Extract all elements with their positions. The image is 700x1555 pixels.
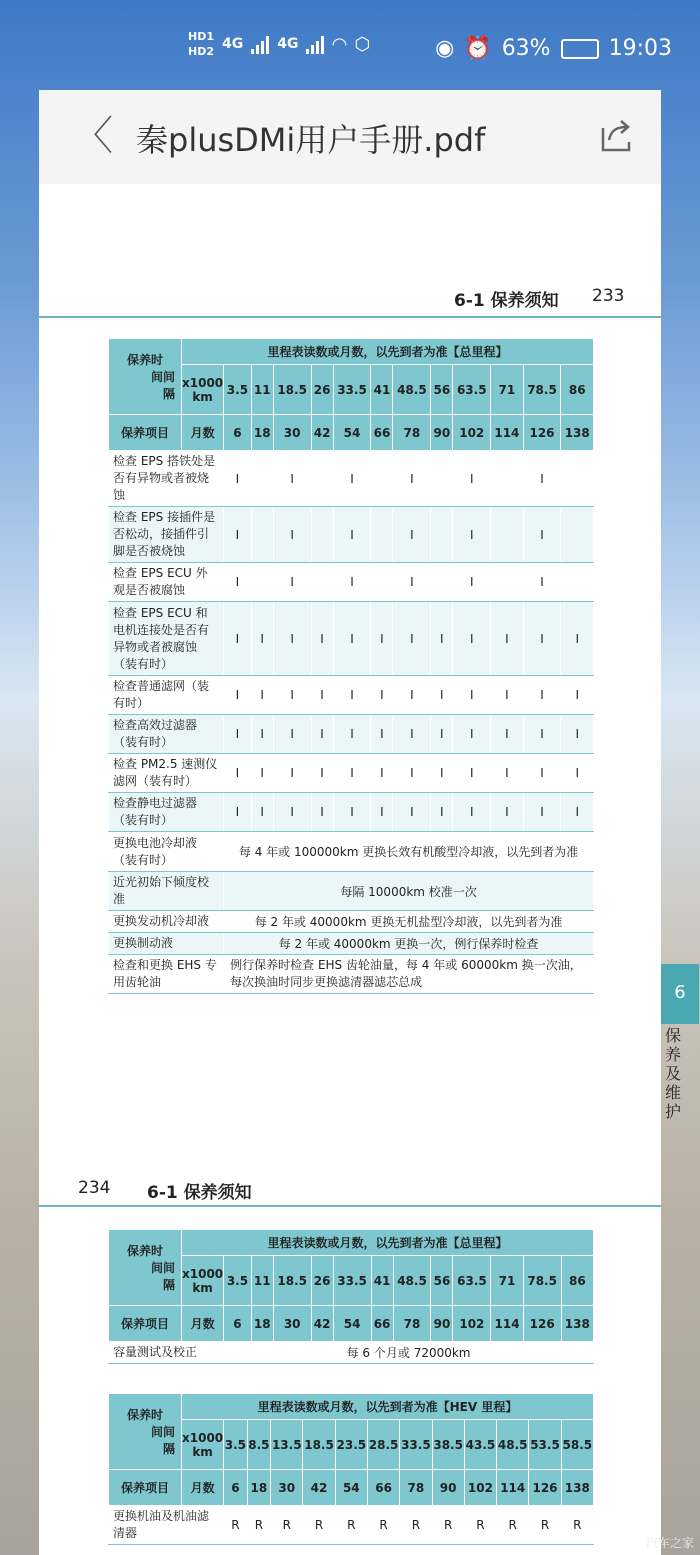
maintenance-table-2: [108, 1229, 594, 1364]
schedule-cell: I: [561, 715, 594, 754]
schedule-cell: I: [224, 676, 252, 715]
schedule-cell: I: [371, 602, 393, 676]
month-value: 114: [491, 415, 523, 451]
km-value: 48.5: [393, 365, 431, 415]
schedule-cell: [561, 563, 594, 602]
section-title: 6-1 保养须知: [147, 1183, 252, 1203]
table-row: [109, 1506, 594, 1545]
month-value: 30: [271, 1470, 303, 1506]
battery-icon: [561, 39, 599, 59]
schedule-cell: [561, 507, 594, 563]
share-icon[interactable]: [597, 116, 635, 154]
month-value: 138: [561, 415, 594, 451]
schedule-text: 每 4 年或 100000km 更换长效有机酸型冷却液，以先到者为准: [224, 832, 594, 872]
schedule-text: 每 2 年或 40000km 更换一次，例行保养时检查: [224, 933, 594, 955]
schedule-cell: I: [453, 563, 491, 602]
schedule-cell: [561, 451, 594, 507]
schedule-cell: I: [523, 793, 561, 832]
km-value: 26: [311, 1256, 333, 1306]
schedule-cell: I: [371, 676, 393, 715]
schedule-cell: [251, 563, 273, 602]
schedule-cell: R: [497, 1506, 529, 1545]
interval-label-3: 隔: [162, 1442, 175, 1456]
wifi-icon: ◠: [332, 33, 347, 55]
months-label: 月数: [182, 1306, 224, 1342]
months-label: 月数: [182, 415, 224, 451]
km-value: 86: [561, 1256, 593, 1306]
item-name: 检查普通滤网（装有时）: [109, 676, 224, 715]
schedule-cell: I: [224, 507, 252, 563]
network-label-1: 4G: [222, 36, 244, 52]
status-right: [435, 36, 672, 61]
month-value: 6: [224, 415, 252, 451]
km-value: 28.5: [367, 1420, 399, 1470]
month-value: 66: [371, 415, 393, 451]
schedule-cell: I: [523, 507, 561, 563]
km-value: 18.5: [303, 1420, 335, 1470]
schedule-cell: [311, 563, 333, 602]
schedule-cell: I: [431, 754, 453, 793]
km-value: 23.5: [335, 1420, 367, 1470]
schedule-cell: I: [393, 451, 431, 507]
km-value: 18.5: [273, 365, 311, 415]
schedule-cell: I: [523, 754, 561, 793]
schedule-text: 每 6 个月或 72000km: [224, 1342, 594, 1364]
month-value: 78: [393, 1306, 431, 1342]
schedule-cell: I: [251, 715, 273, 754]
schedule-cell: I: [561, 676, 594, 715]
schedule-cell: I: [224, 793, 252, 832]
month-value: 54: [335, 1470, 367, 1506]
interval-header: [109, 339, 182, 415]
km-value: 86: [561, 365, 594, 415]
interval-label: 保养时: [126, 1244, 163, 1258]
table-row: [109, 1342, 594, 1364]
month-value: 138: [561, 1470, 593, 1506]
schedule-cell: [251, 451, 273, 507]
month-value: 30: [273, 415, 311, 451]
km-value: 8.5: [247, 1420, 270, 1470]
schedule-cell: I: [251, 676, 273, 715]
schedule-cell: [491, 507, 523, 563]
km-value: 3.5: [224, 365, 252, 415]
table-row: [109, 793, 594, 832]
schedule-cell: I: [273, 793, 311, 832]
interval-label-2: 间间: [150, 1425, 175, 1439]
schedule-cell: R: [529, 1506, 561, 1545]
schedule-cell: R: [271, 1506, 303, 1545]
schedule-cell: I: [561, 602, 594, 676]
schedule-cell: I: [431, 715, 453, 754]
chapter-tab[interactable]: 6: [661, 964, 699, 1024]
table-row: [109, 832, 594, 872]
month-value: 126: [529, 1470, 561, 1506]
schedule-cell: I: [453, 754, 491, 793]
km-value: 33.5: [400, 1420, 432, 1470]
item-header: 保养项目: [109, 1306, 182, 1342]
page-header: [39, 282, 661, 318]
table-title: 里程表读数或月数，以先到者为准【总里程】: [182, 1230, 594, 1256]
item-name: 检查和更换 EHS 专用齿轮油: [109, 955, 224, 994]
schedule-cell: I: [523, 563, 561, 602]
schedule-cell: [371, 451, 393, 507]
watermark: 汽车之家: [645, 1536, 694, 1550]
month-value: 54: [333, 1306, 371, 1342]
schedule-cell: I: [523, 602, 561, 676]
status-bar: [0, 0, 700, 90]
month-value: 42: [311, 415, 333, 451]
schedule-cell: [431, 507, 453, 563]
schedule-cell: I: [453, 602, 491, 676]
schedule-cell: I: [333, 676, 371, 715]
item-name: 更换电池冷却液（装有时）: [109, 832, 224, 872]
table-row: [109, 911, 594, 933]
schedule-cell: R: [303, 1506, 335, 1545]
schedule-cell: I: [311, 793, 333, 832]
network-label-2: 4G: [277, 36, 299, 52]
km-value: 33.5: [333, 365, 371, 415]
km-value: 56: [431, 365, 453, 415]
schedule-cell: R: [464, 1506, 496, 1545]
schedule-cell: I: [311, 715, 333, 754]
km-value: 56: [431, 1256, 453, 1306]
item-name: 容量测试及校正: [109, 1342, 224, 1364]
schedule-cell: I: [491, 754, 523, 793]
schedule-cell: [371, 563, 393, 602]
back-icon[interactable]: 〈: [73, 113, 113, 159]
table-row: [109, 955, 594, 994]
month-value: 114: [491, 1306, 523, 1342]
schedule-cell: I: [273, 602, 311, 676]
item-name: 更换发动机冷却液: [109, 911, 224, 933]
schedule-text: 每隔 10000km 校准一次: [224, 872, 594, 911]
maintenance-table-3: [108, 1393, 594, 1545]
km-value: 71: [491, 365, 523, 415]
pdf-page-233: [39, 184, 686, 1161]
interval-label-2: 间间: [150, 1261, 175, 1275]
page-number: 233: [592, 286, 625, 306]
item-name: 检查 EPS 搭铁处是否有异物或者被烧蚀: [109, 451, 224, 507]
signal-icon: [251, 34, 269, 54]
signal-icon-2: [306, 34, 324, 54]
schedule-cell: I: [453, 715, 491, 754]
month-value: 66: [371, 1306, 393, 1342]
month-value: 90: [431, 1306, 453, 1342]
schedule-cell: I: [311, 602, 333, 676]
month-value: 90: [431, 415, 453, 451]
schedule-cell: I: [453, 793, 491, 832]
months-label: 月数: [182, 1470, 224, 1506]
schedule-cell: [311, 451, 333, 507]
table-row: [109, 676, 594, 715]
schedule-cell: I: [453, 451, 491, 507]
km-value: 43.5: [464, 1420, 496, 1470]
km-value: 78.5: [523, 1256, 561, 1306]
schedule-cell: I: [431, 602, 453, 676]
schedule-cell: R: [432, 1506, 464, 1545]
km-value: 3.5: [224, 1256, 252, 1306]
schedule-cell: [491, 451, 523, 507]
month-value: 6: [224, 1470, 247, 1506]
table-row: [109, 933, 594, 955]
clock: 19:03: [608, 36, 672, 61]
km-value: 33.5: [333, 1256, 371, 1306]
schedule-cell: I: [371, 793, 393, 832]
interval-label-3: 隔: [162, 387, 175, 401]
km-value: 26: [311, 365, 333, 415]
km-label: x1000 km: [182, 365, 224, 415]
table-title: 里程表读数或月数，以先到者为准【HEV 里程】: [182, 1394, 594, 1420]
schedule-cell: I: [333, 715, 371, 754]
month-value: 66: [367, 1470, 399, 1506]
status-left: [188, 30, 370, 58]
km-value: 53.5: [529, 1420, 561, 1470]
schedule-cell: I: [224, 754, 252, 793]
km-value: 13.5: [271, 1420, 303, 1470]
month-value: 30: [273, 1306, 311, 1342]
month-value: 114: [497, 1470, 529, 1506]
schedule-cell: R: [335, 1506, 367, 1545]
interval-label-3: 隔: [162, 1278, 175, 1292]
km-value: 48.5: [393, 1256, 431, 1306]
km-value: 18.5: [273, 1256, 311, 1306]
hd1-icon: HD1: [188, 30, 214, 43]
km-value: 41: [371, 1256, 393, 1306]
interval-label: 保养时: [126, 353, 163, 367]
table-row: [109, 754, 594, 793]
km-value: 11: [251, 365, 273, 415]
schedule-cell: I: [491, 715, 523, 754]
schedule-cell: I: [273, 507, 311, 563]
schedule-cell: I: [393, 754, 431, 793]
month-value: 90: [432, 1470, 464, 1506]
schedule-cell: [491, 563, 523, 602]
schedule-cell: I: [491, 602, 523, 676]
schedule-cell: I: [393, 676, 431, 715]
hand-icon: ⬡: [354, 33, 371, 55]
item-name: 检查静电过滤器（装有时）: [109, 793, 224, 832]
schedule-cell: I: [453, 507, 491, 563]
schedule-cell: I: [273, 451, 311, 507]
month-value: 78: [400, 1470, 432, 1506]
table-row: [109, 872, 594, 911]
month-value: 102: [453, 415, 491, 451]
month-value: 42: [311, 1306, 333, 1342]
month-value: 102: [453, 1306, 491, 1342]
interval-label: 保养时: [126, 1408, 163, 1422]
month-value: 18: [251, 1306, 273, 1342]
item-name: 检查 EPS ECU 外观是否被腐蚀: [109, 563, 224, 602]
month-value: 126: [523, 415, 561, 451]
month-value: 54: [333, 415, 371, 451]
item-name: 检查高效过滤器（装有时）: [109, 715, 224, 754]
schedule-cell: I: [523, 715, 561, 754]
schedule-cell: I: [491, 793, 523, 832]
schedule-cell: I: [224, 602, 252, 676]
schedule-cell: I: [393, 715, 431, 754]
schedule-cell: I: [371, 754, 393, 793]
schedule-cell: I: [393, 507, 431, 563]
interval-label-2: 间间: [150, 370, 175, 384]
schedule-cell: I: [273, 715, 311, 754]
month-value: 18: [251, 415, 273, 451]
schedule-cell: [371, 507, 393, 563]
schedule-cell: I: [333, 563, 371, 602]
km-value: 63.5: [453, 365, 491, 415]
km-label: x1000 km: [182, 1256, 224, 1306]
schedule-cell: I: [431, 676, 453, 715]
table-row: [109, 602, 594, 676]
schedule-cell: R: [561, 1506, 593, 1545]
table-row: [109, 715, 594, 754]
battery-percent: 63%: [501, 36, 551, 61]
item-name: 检查 EPS ECU 和电机连接处是否有异物或者被腐蚀（装有时）: [109, 602, 224, 676]
month-value: 6: [224, 1306, 252, 1342]
schedule-cell: I: [333, 754, 371, 793]
schedule-cell: I: [333, 451, 371, 507]
item-name: 近光初始下倾度校准: [109, 872, 224, 911]
schedule-cell: I: [393, 602, 431, 676]
month-value: 42: [303, 1470, 335, 1506]
schedule-cell: I: [273, 754, 311, 793]
schedule-cell: R: [400, 1506, 432, 1545]
schedule-cell: I: [224, 563, 252, 602]
km-value: 71: [491, 1256, 523, 1306]
interval-header: [109, 1230, 182, 1306]
schedule-cell: [251, 507, 273, 563]
pdf-page-234: [39, 1161, 661, 1555]
schedule-cell: I: [523, 451, 561, 507]
chapter-label: 保养及维护: [665, 1026, 682, 1121]
table-title: 里程表读数或月数，以先到者为准【总里程】: [182, 339, 594, 365]
hd-indicators: [188, 30, 214, 58]
km-value: 41: [371, 365, 393, 415]
schedule-cell: [311, 507, 333, 563]
schedule-text: 每 2 年或 40000km 更换无机盐型冷却液，以先到者为准: [224, 911, 594, 933]
table-row: [109, 563, 594, 602]
schedule-cell: I: [251, 793, 273, 832]
schedule-cell: I: [561, 754, 594, 793]
maintenance-table: [108, 338, 594, 994]
schedule-cell: [431, 563, 453, 602]
interval-header: [109, 1394, 182, 1470]
schedule-cell: I: [333, 602, 371, 676]
km-value: 11: [251, 1256, 273, 1306]
schedule-cell: I: [333, 507, 371, 563]
schedule-cell: I: [311, 754, 333, 793]
km-value: 48.5: [497, 1420, 529, 1470]
schedule-cell: [431, 451, 453, 507]
schedule-cell: R: [367, 1506, 399, 1545]
page-header: [39, 1205, 661, 1207]
schedule-text: 例行保养时检查 EHS 齿轮油量，每 4 年或 60000km 换一次油，每次换油时同步更换滤清器滤芯总成: [224, 955, 594, 994]
km-value: 78.5: [523, 365, 561, 415]
schedule-cell: I: [561, 793, 594, 832]
schedule-cell: I: [393, 563, 431, 602]
item-name: 更换制动液: [109, 933, 224, 955]
schedule-cell: I: [251, 602, 273, 676]
km-value: 38.5: [432, 1420, 464, 1470]
table-row: [109, 507, 594, 563]
schedule-cell: I: [453, 676, 491, 715]
km-value: 63.5: [453, 1256, 491, 1306]
schedule-cell: I: [251, 754, 273, 793]
schedule-cell: I: [523, 676, 561, 715]
item-header: 保养项目: [109, 415, 182, 451]
km-label: x1000 km: [182, 1420, 224, 1470]
alarm-icon: ⏰: [464, 36, 492, 61]
schedule-cell: I: [273, 676, 311, 715]
item-header: 保养项目: [109, 1470, 182, 1506]
schedule-cell: I: [311, 676, 333, 715]
eye-icon: ◉: [435, 36, 455, 61]
month-value: 138: [561, 1306, 593, 1342]
hd2-icon: HD2: [188, 45, 214, 58]
schedule-cell: I: [393, 793, 431, 832]
page-number: 234: [78, 1178, 111, 1198]
schedule-cell: I: [224, 715, 252, 754]
schedule-cell: I: [273, 563, 311, 602]
app-bar: [39, 90, 661, 184]
month-value: 78: [393, 415, 431, 451]
item-name: 检查 PM2.5 速测仪滤网（装有时）: [109, 754, 224, 793]
month-value: 18: [247, 1470, 270, 1506]
schedule-cell: R: [247, 1506, 270, 1545]
schedule-cell: I: [371, 715, 393, 754]
schedule-cell: R: [224, 1506, 247, 1545]
schedule-cell: I: [491, 676, 523, 715]
km-value: 3.5: [224, 1420, 247, 1470]
km-value: 58.5: [561, 1420, 593, 1470]
month-value: 102: [464, 1470, 496, 1506]
section-title: 6-1 保养须知: [454, 291, 559, 311]
document-title: 秦plusDMi用户手册.pdf: [136, 121, 486, 159]
schedule-cell: I: [333, 793, 371, 832]
table-row: [109, 451, 594, 507]
month-value: 126: [523, 1306, 561, 1342]
item-name: 检查 EPS 接插件是否松动，接插件引脚是否被烧蚀: [109, 507, 224, 563]
schedule-cell: I: [431, 793, 453, 832]
item-name: 更换机油及机油滤清器: [109, 1506, 224, 1545]
schedule-cell: I: [224, 451, 252, 507]
